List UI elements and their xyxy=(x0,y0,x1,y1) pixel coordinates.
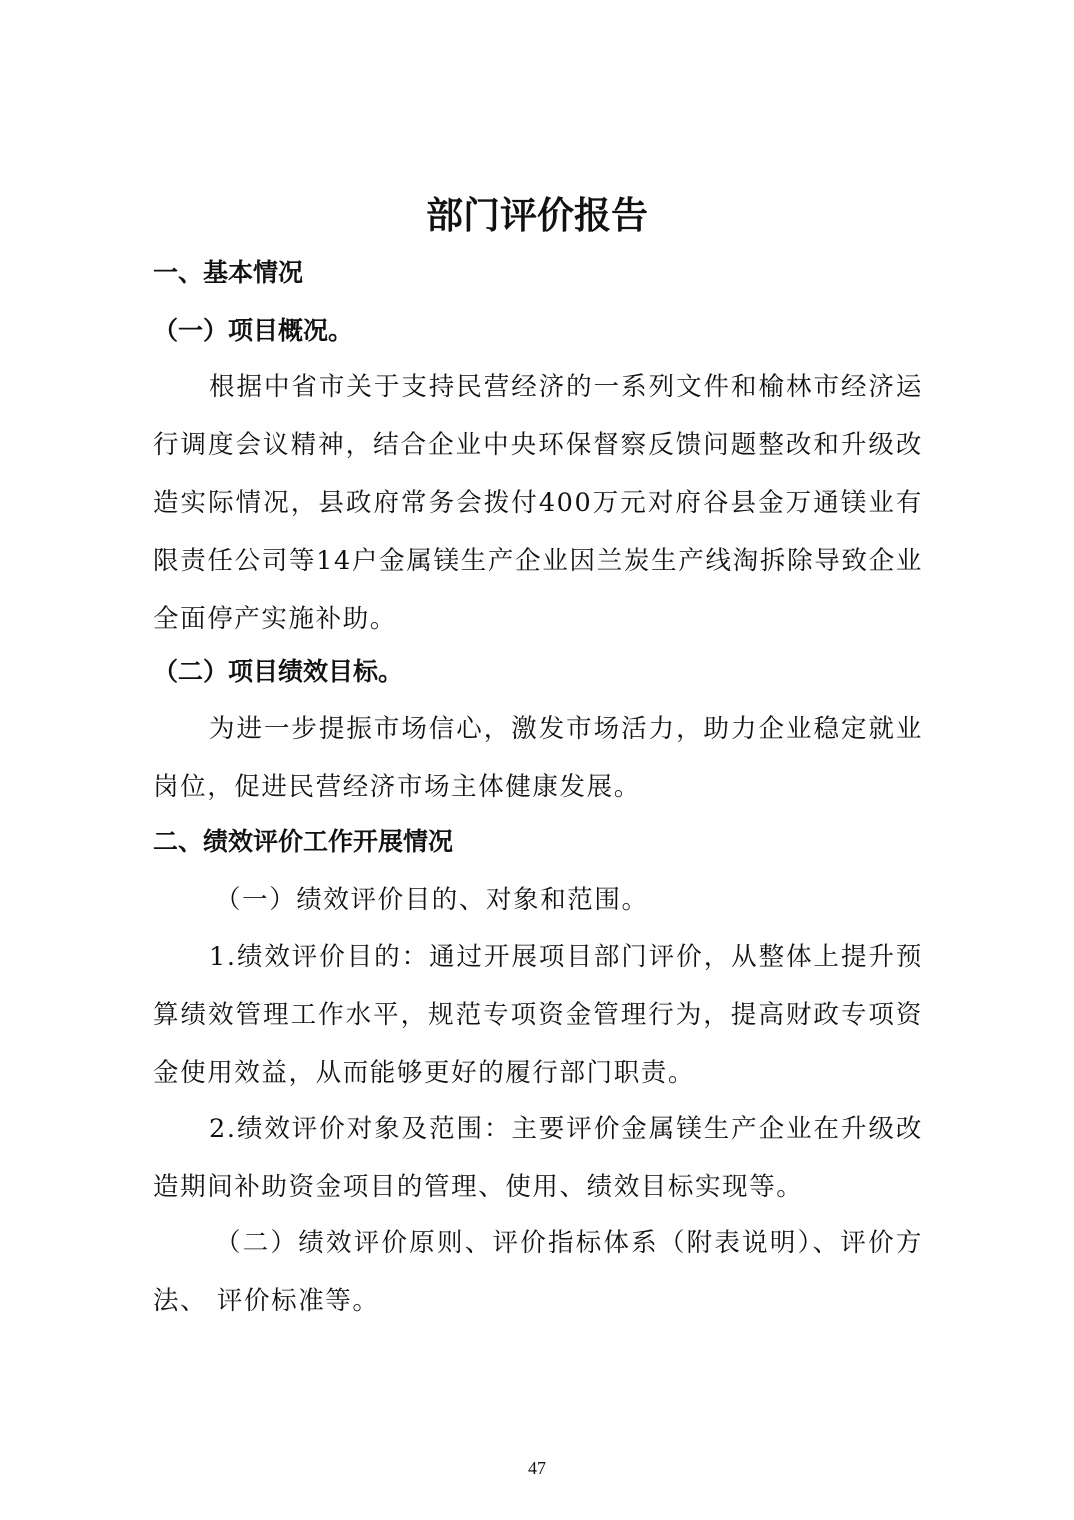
paragraph-evaluation-scope: 2.绩效评价对象及范围：主要评价金属镁生产企业在升级改造期间补助资金项目的管理、使用、绩效目标实现等。 xyxy=(153,1114,923,1202)
paragraph-performance-goal: 为进一步提振市场信心，激发市场活力，助力企业稳定就业岗位，促进民营经济市场主体健康发展。 xyxy=(153,714,923,802)
subheading-evaluation-purpose: （一）绩效评价目的、对象和范围。 xyxy=(215,885,649,915)
paragraph-project-overview: 根据中省市关于支持民营经济的一系列文件和榆林市经济运行调度会议精神，结合企业中央环保督察反馈问题整改和升级改造实际情况，县政府常务会拨付400万元对府谷县金万通镁业有限责任公司等14户金属镁生产企业因兰炭生产线淘拆除导致企业全面停产实施补助。 xyxy=(153,372,923,634)
section-heading-basic-info: 一、基本情况 xyxy=(153,258,304,287)
subheading-project-overview: （一）项目概况。 xyxy=(153,316,354,345)
page-number: 47 xyxy=(528,1458,546,1478)
subheading-performance-goal: （二）项目绩效目标。 xyxy=(153,657,404,686)
paragraph-evaluation-principles: （二）绩效评价原则、评价指标体系（附表说明）、评价方法、 评价标准等。 xyxy=(153,1228,923,1316)
section-heading-evaluation-work: 二、绩效评价工作开展情况 xyxy=(153,827,454,856)
page-title: 部门评价报告 xyxy=(426,194,648,237)
paragraph-evaluation-purpose: 1.绩效评价目的：通过开展项目部门评价，从整体上提升预算绩效管理工作水平，规范专项资金管理行为，提高财政专项资金使用效益，从而能够更好的履行部门职责。 xyxy=(153,942,923,1088)
